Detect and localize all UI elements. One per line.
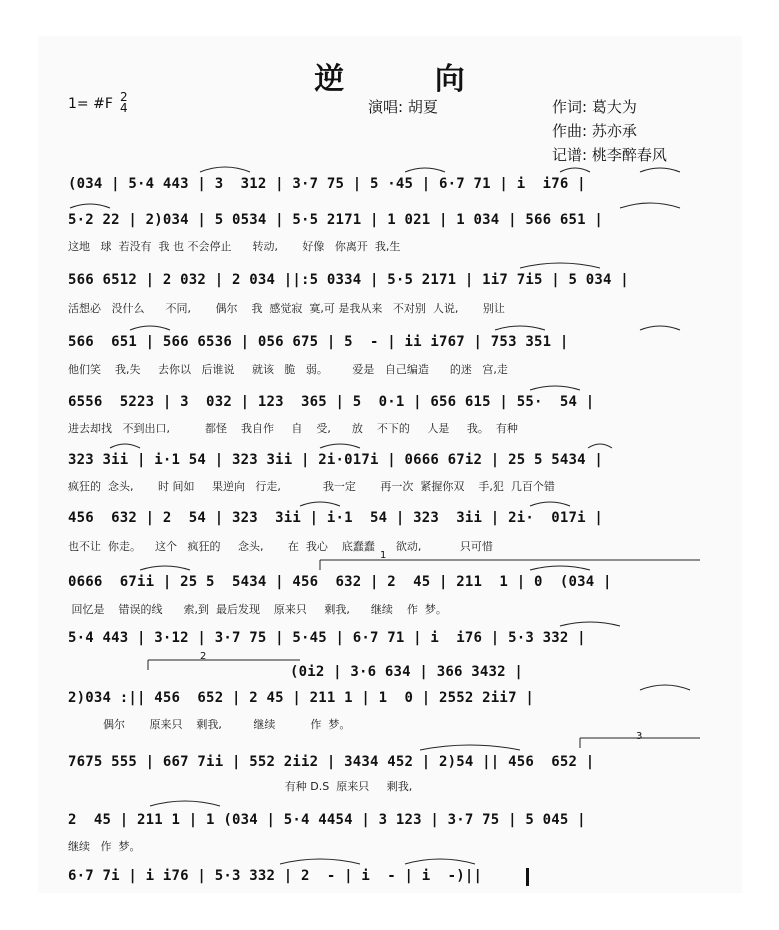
volta-marker: 1 [380,550,387,561]
volta-marker: 2 [200,651,207,662]
staff-lyrics: 活想必 没什么 不同, 偶尔 我 感觉寂 寞,可 是我从来 不对别 人说, 别让 [68,302,505,315]
lyricist-credit: 作词: 葛大为 [552,98,637,116]
singer-credit: 演唱: 胡夏 [368,98,438,116]
time-signature-top: 2 [120,90,128,104]
staff-notes: 0666 67ii | 25 5 5434 | 456 632 | 2 45 | 211 1 | 0 (034 | [68,574,612,590]
staff-lyrics: 继续 作 梦。 [68,840,141,853]
staff-notes: 2 45 | 211 1 | 1 (034 | 5·4 4454 | 3 123 | 3·7 75 | 5 045 | [68,812,586,828]
transcriber-credit: 记谱: 桃李醉春风 [552,146,667,164]
staff-lyrics: 回忆是 错误的线 索,到 最后发现 原来只 剩我, 继续 作 梦。 [68,603,447,616]
time-signature [120,92,128,114]
staff-notes: 6556 5223 | 3 032 | 123 365 | 5 0·1 | 656 615 | 55· 54 | [68,394,595,410]
time-signature-bottom: 4 [120,101,128,115]
staff-notes: (034 | 5·4 443 | 3 312 | 3·7 75 | 5 ·45 | 6·7 71 | i i76 | [68,176,586,192]
staff-lyrics: 疯狂的 念头, 时 间如 果逆向 行走, 我一定 再一次 紧握你双 手,犯 几百个错 [68,480,555,493]
staff-notes: 5·2 22 | 2)034 | 5 0534 | 5·5 2171 | 1 021 | 1 034 | 566 651 | [68,212,603,228]
staff-notes: 566 651 | 566 6536 | 056 675 | 5 - | ii i767 | 753 351 | [68,334,569,350]
staff-lyrics: 有种 D.S 原来只 剩我, [68,780,413,793]
composer-credit: 作曲: 苏亦承 [552,122,637,140]
final-barline [526,868,529,886]
song-title: 逆 向 [314,62,505,97]
staff-lyrics: 偶尔 原来只 剩我, 继续 作 梦。 [68,718,351,731]
staff-lyrics: 这地 球 若没有 我 也 不会停止 转动, 好像 你离开 我,生 [68,240,401,253]
staff-notes: (0i2 | 3·6 634 | 366 3432 | [290,664,523,680]
volta-marker: 3 [636,731,643,742]
staff-notes: 5·4 443 | 3·12 | 3·7 75 | 5·45 | 6·7 71 | i i76 | 5·3 332 | [68,630,586,646]
key-signature: 1= #F [68,96,113,112]
staff-notes: 566 6512 | 2 032 | 2 034 ||:5 0334 | 5·5 2171 | 1i7 7i5 | 5 034 | [68,272,629,288]
staff-notes: 456 632 | 2 54 | 323 3ii | i·1 54 | 323 3ii | 2i· 017i | [68,510,603,526]
staff-notes: 2)034 :|| 456 652 | 2 45 | 211 1 | 1 0 | 2552 2ii7 | [68,690,534,706]
staff-notes: 6·7 7i | i i76 | 5·3 332 | 2 - | i - | i -)|| [68,868,483,884]
staff-notes: 323 3ii | i·1 54 | 323 3ii | 2i·017i | 0666 67i2 | 25 5 5434 | [68,452,603,468]
staff-lyrics: 也不让 你走。 这个 疯狂的 念头, 在 我心 底蠢蠢 欲动, 只可惜 [68,540,493,553]
staff-lyrics: 进去却找 不到出口, 都怪 我自作 自 受, 放 不下的 人是 我。 有种 [68,422,518,435]
staff-notes: 7675 555 | 667 7ii | 552 2ii2 | 3434 452 | 2)54 || 456 652 | [68,754,595,770]
staff-lyrics: 他们笑 我,失 去你以 后谁说 就该 脆 弱。 爱是 自己编造 的迷 宫,走 [68,363,508,376]
